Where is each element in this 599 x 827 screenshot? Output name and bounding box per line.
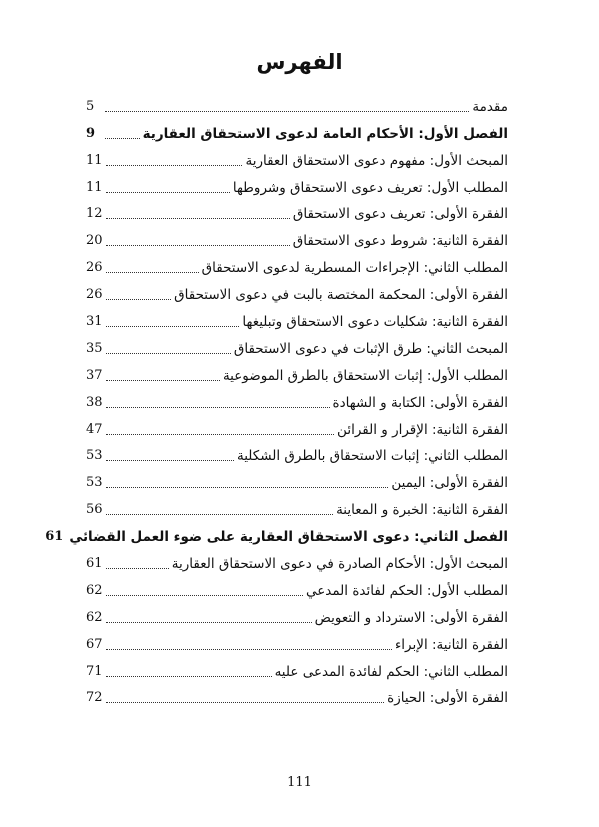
toc-entry-title: الفقرة الثانية: شكليات دعوى الاستحقاق وتبليغها — [242, 314, 508, 331]
toc-entry — [86, 170, 508, 197]
toc-entry-page: 53 — [86, 475, 103, 491]
toc-entry-page: 53 — [86, 448, 103, 464]
toc-entry — [86, 439, 508, 466]
toc-entry — [86, 89, 508, 116]
dot-leader — [106, 352, 231, 354]
toc-entry-page: 61 — [86, 556, 103, 572]
toc-entry-title: المطلب الثاني: إثبات الاستحقاق بالطرق الشكلية — [236, 448, 508, 465]
toc-entry-title: المبحث الثاني: طرق الإثبات في دعوى الاستحقاق — [233, 340, 508, 357]
dot-leader — [106, 406, 330, 408]
toc-entry-title: الفقرة الثانية: الإقرار و القرائن — [337, 421, 508, 438]
toc-entry-title: مقدمة — [472, 98, 508, 115]
page-number: 111 — [287, 775, 312, 790]
toc-entry-page: 62 — [86, 582, 103, 598]
toc-entry-page: 38 — [86, 394, 103, 410]
toc-entry-page: 62 — [86, 609, 103, 625]
dot-leader — [106, 298, 172, 300]
dot-leader — [106, 621, 312, 623]
toc-entry-page: 26 — [86, 260, 103, 276]
toc-entry-page: 11 — [86, 179, 103, 195]
toc-entry-page: 71 — [86, 663, 103, 679]
toc-entry — [86, 412, 508, 439]
dot-leader — [106, 379, 220, 381]
toc-entry — [86, 197, 508, 224]
toc-entry — [86, 331, 508, 358]
toc-entry-title: الفقرة الأولى: الاسترداد و التعويض — [314, 609, 508, 626]
toc-entry — [86, 250, 508, 277]
toc-entry-title: الفقرة الثانية: الإبراء — [394, 636, 508, 653]
toc-entry-title: المبحث الأول: مفهوم دعوى الاستحقاق العقارية — [245, 152, 508, 169]
toc-entry — [86, 277, 508, 304]
toc-entry — [86, 385, 508, 412]
dot-leader — [105, 110, 469, 112]
toc-entry — [86, 573, 508, 600]
toc-title: الفهرس — [256, 50, 343, 74]
toc-entry-page: 56 — [86, 502, 103, 518]
toc-entry — [86, 654, 508, 681]
toc-entry — [86, 492, 508, 519]
toc-entry — [86, 546, 508, 573]
toc-entry — [86, 358, 508, 385]
dot-leader — [106, 244, 290, 246]
toc-entry — [86, 143, 508, 170]
dot-leader — [106, 513, 334, 515]
dot-leader — [105, 137, 140, 139]
toc-entry-title: الفصل الثاني: دعوى الاستحقاق العقارية على ضوء العمل القضائي — [69, 529, 508, 546]
toc-entry-page: 61 — [45, 529, 64, 545]
dot-leader — [106, 191, 230, 193]
toc-entry-page: 9 — [86, 125, 96, 141]
toc-entry-page: 67 — [86, 636, 103, 652]
toc-entry-title: المطلب الأول: الحكم لفائدة المدعي — [305, 582, 508, 599]
toc-entry — [86, 223, 508, 250]
toc-entry — [86, 465, 508, 492]
dot-leader — [106, 217, 290, 219]
toc-entry-page: 47 — [86, 421, 103, 437]
toc-entry-page: 5 — [86, 98, 95, 114]
toc-entry-page: 35 — [86, 340, 103, 356]
toc-entry-title: المطلب الأول: تعريف دعوى الاستحقاق وشروطها — [232, 179, 508, 196]
toc-entry-title: المطلب الثاني: الإجراءات المسطرية لدعوى الاستحقاق — [201, 260, 508, 277]
dot-leader — [106, 271, 199, 273]
toc-list — [45, 89, 508, 707]
toc-entry-title: الفقرة الأولى: الحيازة — [387, 690, 508, 707]
dot-leader — [106, 325, 240, 327]
toc-entry-title: الفقرة الأولى: المحكمة المختصة بالبت في دعوى الاستحقاق — [174, 287, 508, 304]
toc-entry — [86, 116, 508, 143]
toc-entry-title: الفقرة الأولى: الكتابة و الشهادة — [332, 394, 508, 411]
toc-entry-page: 37 — [86, 367, 103, 383]
toc-entry-page: 11 — [86, 152, 103, 168]
toc-entry-page: 31 — [86, 314, 103, 330]
dot-leader — [106, 459, 234, 461]
toc-entry-title: الفصل الأول: الأحكام العامة لدعوى الاستحقاق العقارية — [142, 125, 508, 142]
toc-entry-title: المبحث الأول: الأحكام الصادرة في دعوى الاستحقاق العقارية — [171, 556, 508, 573]
dot-leader — [106, 164, 243, 166]
toc-entry-page: 26 — [86, 287, 103, 303]
toc-entry — [45, 519, 508, 546]
toc-entry-title: المطلب الأول: إثبات الاستحقاق بالطرق الموضوعية — [222, 367, 508, 384]
toc-entry-page: 20 — [86, 233, 103, 249]
dot-leader — [106, 675, 272, 677]
toc-entry-page: 12 — [86, 206, 103, 222]
toc-entry-title: المطلب الثاني: الحكم لفائدة المدعى عليه — [274, 663, 508, 680]
toc-entry — [86, 681, 508, 708]
toc-entry-title: الفقرة الثانية: الخبرة و المعاينة — [336, 502, 508, 519]
toc-entry — [86, 304, 508, 331]
toc-entry — [86, 600, 508, 627]
toc-entry-title: الفقرة الأولى: اليمين — [391, 475, 508, 492]
dot-leader — [106, 567, 169, 569]
toc-entry — [86, 627, 508, 654]
toc-entry-title: الفقرة الثانية: شروط دعوى الاستحقاق — [292, 233, 508, 250]
toc-entry-page: 72 — [86, 690, 103, 706]
dot-leader — [106, 594, 303, 596]
dot-leader — [106, 648, 392, 650]
dot-leader — [106, 486, 389, 488]
dot-leader — [106, 433, 335, 435]
dot-leader — [106, 701, 385, 703]
toc-entry-title: الفقرة الأولى: تعريف دعوى الاستحقاق — [292, 206, 508, 223]
